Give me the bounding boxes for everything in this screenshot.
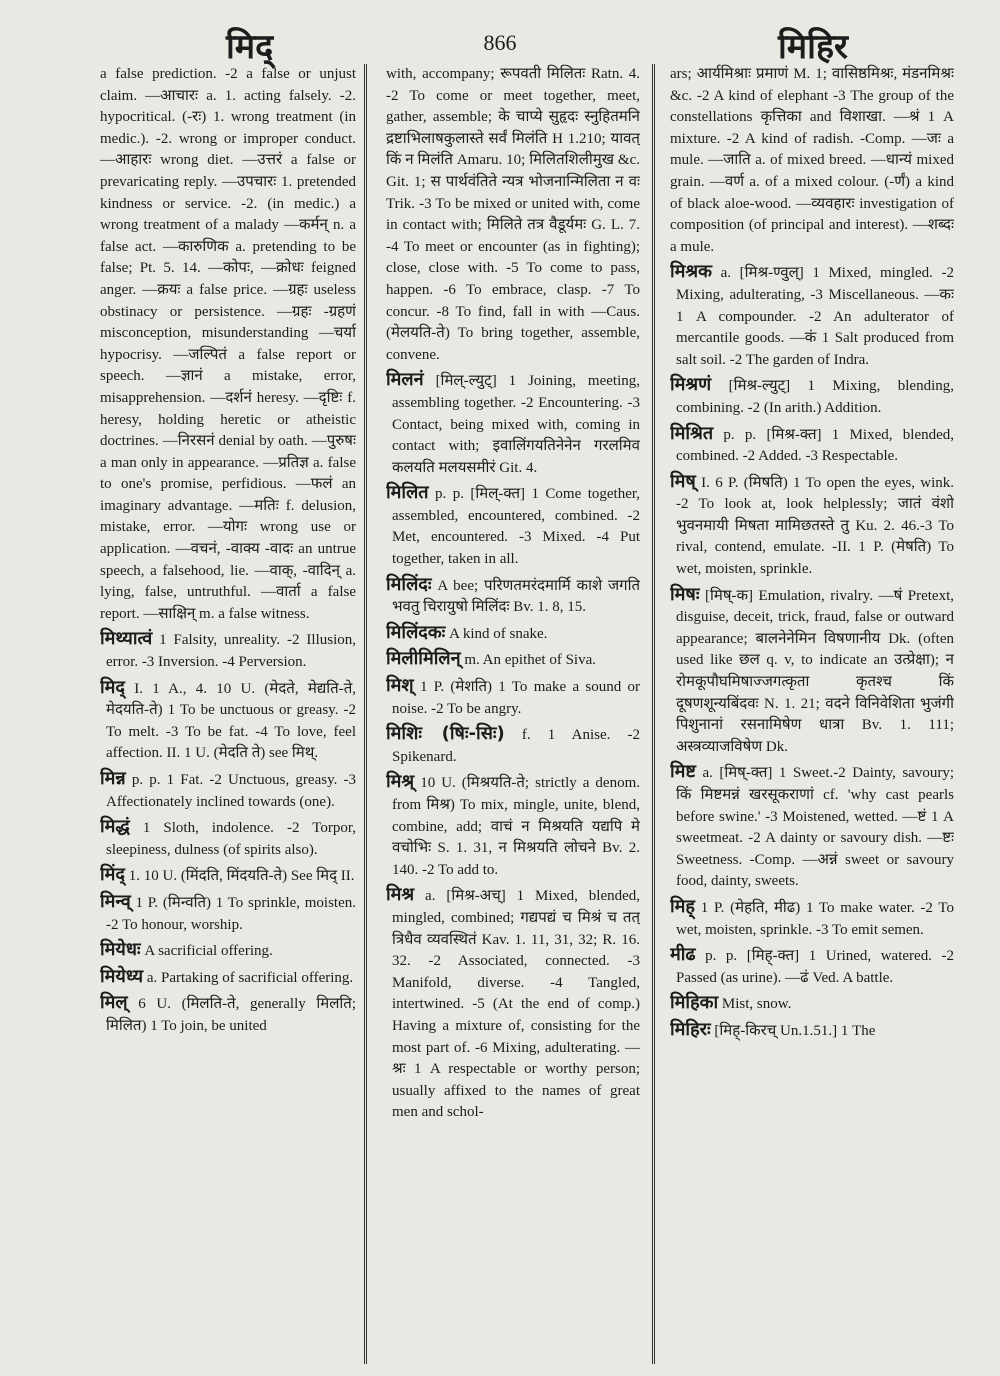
dictionary-entry bbox=[386, 369, 640, 479]
headword: मिहिका bbox=[670, 992, 719, 1014]
headword: मिश्रित bbox=[670, 422, 714, 444]
left-guide-word: मिद् bbox=[226, 27, 274, 67]
headword: मिश्रक bbox=[670, 261, 712, 283]
dictionary-entry bbox=[670, 261, 954, 371]
definition-text: a. [मिष्-क्त] 1 Sweet.-2 Dainty, savoury; किं मिष्टमन्नं खरसूकराणां cf. 'why cast pearls before swine.' -3 Moistened, wetted. —ष्टं 1 A sweetmeat. -2 A dainty or savoury dish. —ष्टः Sweetness. -Comp. —अन्नं sweet or savoury food, dainty, sweets. bbox=[676, 765, 954, 890]
definition-text: Mist, snow. bbox=[721, 996, 792, 1013]
dictionary-entry bbox=[386, 675, 640, 720]
headword: मिश् bbox=[386, 675, 414, 697]
dictionary-entry bbox=[100, 816, 356, 861]
dictionary-entry bbox=[386, 482, 640, 570]
definition-text: [मिह्-किरच् Un.1.51.] 1 The bbox=[714, 1022, 876, 1039]
dictionary-entry bbox=[100, 992, 356, 1037]
dictionary-entry bbox=[100, 891, 356, 936]
headword: मिद् bbox=[100, 676, 125, 698]
headword: मिल् bbox=[100, 992, 128, 1014]
dictionary-entry bbox=[100, 864, 356, 888]
page-number: 866 bbox=[483, 30, 517, 55]
definition-text: [मिष्-क] Emulation, rivalry. —षं Pretext, disguise, deceit, trick, fraud, false or outward appearance; बालनेनेमिन विषणानीय Dk. (often used like छल q. v, to indicate an उत्प्रेक्षा); न रोमकूपौघमिषाज्जगत्कृता कृतश्च किं दूषणशून्यबिंदवः N. 1. 21; वदने विनिवेशिता भुजंगी पिशुनानां रसनामिषेण धात्रा Bv. 1. 111; अस्त्रव्याजविषेण Dk. bbox=[676, 587, 954, 755]
headword: मिश्र् bbox=[386, 771, 415, 793]
definition-text: 1 P. (मेशति) 1 To make a sound or noise. -2 To be angry. bbox=[392, 679, 640, 717]
right-guide-word: मिहिर bbox=[778, 27, 848, 67]
headword: मिलिंदः bbox=[386, 573, 432, 595]
headword: मियेधः bbox=[100, 939, 141, 961]
definition-text: f. 1 Anise. -2 Spikenard. bbox=[392, 727, 640, 765]
dictionary-entry bbox=[670, 1019, 954, 1043]
dictionary-entry bbox=[670, 374, 954, 419]
headword: मीढ bbox=[670, 944, 696, 966]
dictionary-entry bbox=[100, 768, 356, 813]
definition-text: 1 Sloth, indolence. -2 Torpor, sleepiness, dulness (of spirits also). bbox=[106, 820, 356, 858]
definition-text: ars; आर्यमिश्राः प्रमाणं M. 1; वासिष्ठमिश्रः, मंडनमिश्रः &c. -2 A kind of elephant -3 The group of the constellations कृत्तिका and विशाखा. —श्रं 1 A mixture. -2 A kind of radish. -Comp. —जः a mule. —जाति a. of mixed breed. —धान्यं mixed grain. —वर्ण a. of a mixed colour. (-र्णं) a kind of black aloe-wood. —व्यवहारः investigation of composition (of principal and interest). —शब्दः a mule. bbox=[670, 66, 954, 255]
headword: मिष् bbox=[670, 470, 696, 492]
definition-text: p. p. [मिह्-क्त] 1 Urined, watered. -2 Passed (as urine). —ढं Ved. A battle. bbox=[676, 948, 954, 986]
entry-continuation bbox=[100, 64, 356, 625]
definition-text: 1. 10 U. (मिंदति, मिंदयति-ते) See मिद् II. bbox=[128, 868, 355, 885]
headword: मिलनं bbox=[386, 369, 424, 391]
headword: मिहिरः bbox=[670, 1018, 711, 1040]
column-divider bbox=[364, 64, 367, 1364]
definition-text: p. p. [मिल्-क्त] 1 Come together, assembled, encountered, combined. -2 Met, encountered. -3 Mixed. -4 Put together, taken in all. bbox=[392, 486, 640, 568]
column-2 bbox=[386, 64, 640, 1364]
definition-text: 1 P. (मिन्वति) 1 To sprinkle, moisten. -2 To honour, worship. bbox=[106, 894, 356, 933]
dictionary-entry bbox=[386, 574, 640, 619]
definition-text: 6 U. (मिलति-ते, generally मिलति; मिलित) 1 To join, be united bbox=[106, 996, 356, 1034]
dictionary-entry bbox=[670, 896, 954, 941]
definition-text: a. [मिश्र-ण्वुल्] 1 Mixed, mingled. -2 Mixing, adulterating, -3 Miscellaneous. —कः 1 A compounder. -2 An adulterator of mercantile goods. —कं 1 Salt produced from salt soil. -2 The garden of Indra. bbox=[676, 265, 954, 368]
column-3 bbox=[670, 64, 954, 1364]
headword: मिशिः (षिः-सिः) bbox=[386, 723, 505, 745]
definition-text: p. p. [मिश्र-क्त] 1 Mixed, blended, combined. -2 Added. -3 Respectable. bbox=[676, 426, 954, 465]
definition-text: a. Partaking of sacrificial offering. bbox=[146, 969, 354, 986]
definition-text: [मिल्-ल्युट्] 1 Joining, meeting, assembling together. -2 Encountering. -3 Contact, being mixed with, coming in contact with; इवालिंगयतिनेनेन गरलमिव कलयति मलयसमीरं Git. 4. bbox=[392, 373, 640, 476]
dictionary-entry bbox=[100, 966, 356, 990]
entry-continuation bbox=[670, 64, 954, 258]
dictionary-entry bbox=[100, 677, 356, 765]
dictionary-entry bbox=[670, 944, 954, 989]
headword: मिन्न bbox=[100, 768, 126, 789]
headword: मिंद् bbox=[100, 864, 125, 886]
dictionary-entry bbox=[100, 628, 356, 673]
entry-continuation bbox=[386, 64, 640, 366]
definition-text: 1 Falsity, unreality. -2 Illusion, error. -3 Inversion. -4 Perversion. bbox=[106, 632, 356, 671]
definition-text: A sacrificial offering. bbox=[144, 943, 273, 960]
definition-text: with, accompany; रूपवती मिलितः Ratn. 4. -2 To come or meet together, meet, gather, assemble; के चाप्ये सुहृदः स्नुहितमनि द्रष्टाभिलाषकुलास्ते सर्वं मिलंति H 1.210; यावत् किं न मिलंति Amaru. 10; मिलितशिलीमुख &c. Git. 1; स पार्थवंतिते न्यत्र भोजनान्मिलिता न वः Trik. -3 To be mixed or united with, come in contact with; मिलिते तत्र वैडूर्यमः G. L. 7. -4 To meet or encounter (as in fighting); close, close with. -5 To come to pass, happen. -6 To embrace, clasp. -7 To concur. -8 To find, fall in with —Caus. (मेलयति-ते) To bring together, assemble, convene. bbox=[386, 66, 640, 363]
definition-text: 10 U. (मिश्रयति-ते; strictly a denom. from मिश्र) To mix, mingle, unite, blend, combine, add; वाचं न मिश्रयति यद्यपि मे वचोभिः S. 1. 31, न मिश्रयति लोचने Bv. 2. 140. -2 To add to. bbox=[392, 775, 640, 878]
definition-text: A bee; परिणतमरंदमार्मि काशे जगति भवतु चिरायुषो मिलिंदः Bv. 1. 8, 15. bbox=[392, 577, 640, 616]
dictionary-entry bbox=[670, 761, 954, 893]
definition-text: a false prediction. -2 a false or unjust claim. —आचारः a. 1. acting falsely. -2. hypocritical. (-रः) 1. wrong treatment (in medic.). -2. wrong or improper conduct. —आहारः wrong diet. —उत्तरं a false or prevaricating reply. —उपचारः 1. pretended kindness or service. -2. (in medic.) a wrong treatment of a malady —कर्मन् n. a false act. —कारुणिक a. pretending to be false; Pt. 5. 14. —कोपः, —क्रोधः feigned anger. —क्रयः a false price. —ग्रहः useless obstinacy or persistence. —ग्रहः -ग्रहणं misconception, misunderstanding —चर्या hypocrisy. —जल्पितं a false report or speech. —ज्ञानं a mistake, error, misapprehension. —दर्शनं heresy. —दृष्टिः f. heresy, holding heretic or atheistic doctrines. —निरसनं denial by oath. —पुरुषः a man only in appearance. —प्रतिज्ञ a. false to one's promise, perfidious. —फलं an imaginary advantage. —मतिः f. delusion, mistake, error. —योगः wrong use or application. —वचनं, -वाक्य -वादः an untrue speech, a falsehood, lie. —वाक्, -वादिन् a. lying, false, untruthful. —वार्ता a false report. —साक्षिन् m. a false witness. bbox=[100, 66, 356, 622]
definition-text: m. An epithet of Siva. bbox=[464, 652, 596, 669]
headword: मिश्र bbox=[386, 884, 415, 906]
column-1 bbox=[100, 64, 356, 1364]
dictionary-entry bbox=[100, 939, 356, 963]
dictionary-entry bbox=[386, 723, 640, 768]
headword: मिलित bbox=[386, 482, 429, 504]
definition-text: I. 6 P. (मिषति) 1 To open the eyes, wink. -2 To look at, look helplessly; जातं वंशो भुवनमायी मिषता मामिछतस्ते तु Ku. 2. 46.-3 To rival, contend, emulate. -II. 1 P. (मेषति) To wet, moisten, sprinkle. bbox=[676, 474, 954, 578]
dictionary-entry bbox=[670, 992, 954, 1016]
headword: मिषः bbox=[670, 583, 700, 605]
dictionary-entry bbox=[386, 771, 640, 881]
headword: मिद्धं bbox=[100, 816, 130, 838]
dictionary-entry bbox=[670, 423, 954, 468]
headword: मिष्ट bbox=[670, 761, 696, 783]
definition-text: A kind of snake. bbox=[449, 625, 548, 642]
headword: मियेध्य bbox=[100, 965, 144, 987]
column-divider bbox=[652, 64, 655, 1364]
headword: मिथ्यात्वं bbox=[100, 628, 153, 650]
definition-text: 1 P. (मेहति, मीढ) 1 To make water. -2 To wet, moisten, sprinkle. -3 To emit semen. bbox=[676, 899, 954, 938]
headword: मिश्रणं bbox=[670, 374, 712, 396]
dictionary-entry bbox=[386, 622, 640, 646]
dictionary-entry bbox=[386, 884, 640, 1124]
dictionary-entry bbox=[386, 648, 640, 672]
definition-text: [मिश्र-ल्युट्] 1 Mixing, blending, combining. -2 (In arith.) Addition. bbox=[676, 378, 954, 416]
headword: मिलिंदकः bbox=[386, 621, 446, 643]
headword: मिन्व् bbox=[100, 890, 131, 912]
headword: मिलीमिलिन् bbox=[386, 648, 461, 670]
dictionary-entry bbox=[670, 584, 954, 759]
dictionary-entry bbox=[670, 471, 954, 581]
definition-text: p. p. 1 Fat. -2 Unctuous, greasy. -3 Affectionately inclined towards (one). bbox=[106, 772, 356, 810]
headword: मिह् bbox=[670, 895, 695, 917]
definition-text: a. [मिश्र-अच्] 1 Mixed, blended, mingled, combined; गद्यपद्यं च मिश्रं च तत् त्रिधैव व्यवस्थितं Kav. 1. 11, 31, 32; R. 16. 32. -2 Associated, connected. -3 Manifold, diverse. -4 Tangled, intertwined. -5 (At the end of comp.) Having a mixture of, consisting for the most part of. -6 Mixing, adulterating. —श्रः 1 A respectable or worthy person; usually affixed to the names of great men and schol- bbox=[392, 888, 640, 1121]
definition-text: I. 1 A., 4. 10 U. (मेदते, मेद्यति-ते, मेदयति-ते) 1 To be unctuous or greasy. -2 To melt. -3 To be fat. -4 To love, feel affection. II. 1 U. (मेदति ते) see मिथ्. bbox=[106, 680, 356, 762]
